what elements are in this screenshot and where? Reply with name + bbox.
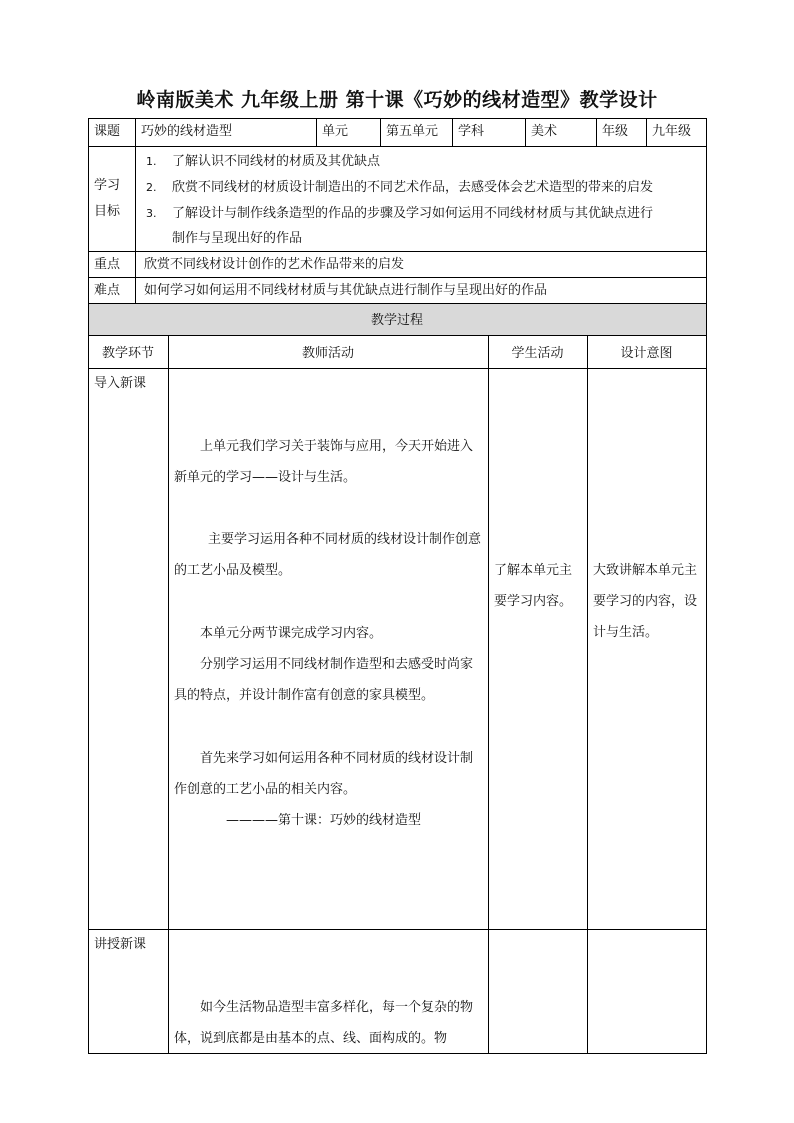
column-header-teacher: 教师活动 xyxy=(301,346,354,361)
process-header: 教学过程 xyxy=(370,313,423,328)
table-rule xyxy=(452,118,453,146)
teacher-paragraph-lesson-title: ————第十课：巧妙的线材造型 xyxy=(226,813,422,828)
course-value: 巧妙的线材造型 xyxy=(141,124,233,139)
column-header-stage: 教学环节 xyxy=(101,346,154,361)
stage-label-new-lesson: 讲授新课 xyxy=(94,937,147,952)
subject-value: 美术 xyxy=(531,124,558,139)
table-rule xyxy=(88,368,707,369)
table-rule xyxy=(88,303,707,304)
design-intent-text: 大致讲解本单元主要学习的内容，设计与生活。 xyxy=(593,563,698,640)
document-title: 岭南版美术 九年级上册 第十课《巧妙的线材造型》教学设计 xyxy=(136,89,658,111)
table-border-left xyxy=(88,118,89,1054)
objective-item-continued: 制作与呈现出好的作品 xyxy=(172,231,303,246)
difficulty-label: 难点 xyxy=(94,283,121,298)
unit-label: 单元 xyxy=(322,124,349,139)
grade-label: 年级 xyxy=(602,124,629,139)
column-header-intent: 设计意图 xyxy=(620,346,673,361)
table-rule xyxy=(88,146,707,147)
table-rule xyxy=(88,929,707,930)
objective-item: 了解设计与制作线条造型的作品的步骤及学习如何运用不同线材材质与其优缺点进行 xyxy=(172,206,654,221)
student-activity-text: 了解本单元主要学习内容。 xyxy=(494,563,573,609)
objective-item: 了解认识不同线材的材质及其优缺点 xyxy=(172,154,381,169)
table-border-right xyxy=(706,118,707,1054)
column-header-student: 学生活动 xyxy=(511,346,564,361)
table-rule xyxy=(135,118,136,146)
course-label: 课题 xyxy=(94,124,121,139)
objectives-label-line1: 学习 xyxy=(94,178,121,193)
table-rule xyxy=(646,118,647,146)
difficulty-text: 如何学习如何运用不同线材材质与其优缺点进行制作与呈现出好的作品 xyxy=(144,283,548,298)
objective-number: 2. xyxy=(146,181,157,194)
table-rule xyxy=(525,118,526,146)
table-rule xyxy=(488,335,489,1053)
key-point-text: 欣赏不同线材设计创作的艺术作品带来的启发 xyxy=(144,257,405,272)
teacher-paragraph: 本单元分两节课完成学习内容。 xyxy=(200,626,383,641)
table-rule xyxy=(135,146,136,303)
table-rule xyxy=(88,277,707,278)
subject-label: 学科 xyxy=(458,124,485,139)
objective-number: 3. xyxy=(146,207,157,220)
unit-value: 第五单元 xyxy=(386,124,439,139)
teacher-paragraph: 首先来学习如何运用各种不同材质的线材设计制作创意的工艺小品的相关内容。 xyxy=(174,751,474,797)
teacher-paragraph: 如今生活物品造型丰富多样化，每一个复杂的物体，说到底都是由基本的点、线、面构成的。物 xyxy=(174,1000,474,1046)
objective-number: 1. xyxy=(146,155,157,168)
table-rule xyxy=(316,118,317,146)
teacher-paragraph: 分别学习运用不同线材制作造型和去感受时尚家具的特点，并设计制作富有创意的家具模型。 xyxy=(174,657,474,703)
table-rule xyxy=(88,335,707,336)
table-rule xyxy=(380,118,381,146)
table-rule xyxy=(587,335,588,1053)
table-rule xyxy=(168,335,169,1053)
table-rule xyxy=(596,118,597,146)
table-rule xyxy=(88,251,707,252)
teacher-paragraph: 主要学习运用各种不同材质的线材设计制作创意的工艺小品及模型。 xyxy=(174,532,482,578)
objective-item: 欣赏不同线材的材质设计制造出的不同艺术作品，去感受体会艺术造型的带来的启发 xyxy=(172,180,654,195)
table-border-top xyxy=(88,118,707,119)
key-point-label: 重点 xyxy=(94,257,121,272)
teacher-paragraph: 上单元我们学习关于装饰与应用，今天开始进入新单元的学习——设计与生活。 xyxy=(174,439,474,485)
objectives-label-line2: 目标 xyxy=(94,204,121,219)
grade-value: 九年级 xyxy=(652,124,692,139)
stage-label-intro: 导入新课 xyxy=(94,376,147,391)
